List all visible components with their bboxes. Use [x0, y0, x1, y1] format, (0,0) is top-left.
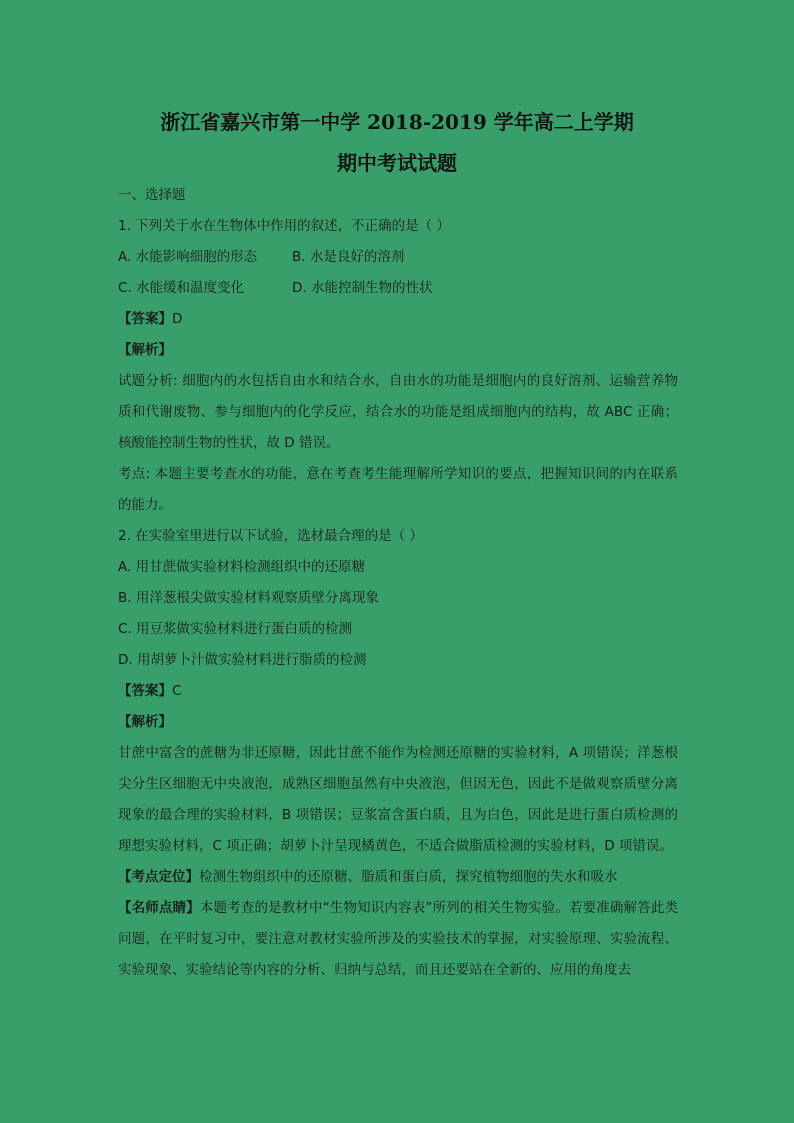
question-2-option-b: B. 用洋葱根尖做实验材料观察质壁分离现象: [118, 590, 379, 606]
question-2-option-a: A. 用甘蔗做实验材料检测组织中的还原糖: [118, 559, 366, 575]
question-1-answer: [118, 304, 678, 335]
answer-label: 【答案】: [118, 311, 172, 327]
question-2-option-d: D. 用胡萝卜汁做实验材料进行脂质的检测: [118, 652, 367, 668]
question-2-stem: 2. 在实验室里进行以下试验，选材最合理的是（ ）: [118, 528, 423, 544]
question-1-option-b: B. 水是良好的溶剂: [292, 249, 405, 265]
question-2-analysis-text: 甘蔗中富含的蔗糖为非还原糖，因此甘蔗不能作为检测还原糖的实验材料，A 项错误；洋葱根尖分生区细胞无中央液泡，成熟区细胞虽然有中央液泡，但因无色，因此不是做观察质壁分离现象的最合理的实验材料，B 项错误；豆浆富含蛋白质，且为白色，因此是进行蛋白质检测的理想实验材料，C 项正确；胡萝卜汁呈现橘黄色，不适合做脂质检测的实验材料，D 项错误。: [118, 745, 678, 854]
question-1-kaodian-text: 考点: 本题主要考查水的功能，意在考查考生能理解所学知识的要点，把握知识间的内在联系的能力。: [118, 466, 678, 513]
answer-value: D: [172, 311, 183, 327]
question-1-analysis-label: 【解析】: [118, 342, 172, 358]
question-1-analysis-text: 试题分析: 细胞内的水包括自由水和结合水，自由水的功能是细胞内的良好溶剂、运输营养物质和代谢废物、参与细胞内的化学反应，结合水的功能是组成细胞内的结构，故 ABC 正确；核酸能控制生物的性状，故 D 错误。: [118, 373, 678, 451]
mingshi-text: 本题考查的是教材中“生物知识内容表”所列的相关生物实验。若要准确解答此类问题，在平时复习中，要注意对教材实验所涉及的实验技术的掌握，对实验原理、实验流程、实验现象、实验结论等内容的分析、归纳与总结，而且还要站在全新的、应用的角度去: [118, 900, 678, 978]
question-1-stem: 1. 下列关于水在生物体中作用的叙述，不正确的是（ ）: [118, 218, 450, 234]
question-1-option-c: C. 水能缓和温度变化: [118, 280, 245, 296]
question-2-answer: [118, 676, 678, 707]
document-body: [118, 180, 678, 986]
answer-value: C: [172, 683, 182, 699]
question-2-mingshi: [118, 893, 678, 986]
question-2-kaodian: [118, 862, 678, 893]
mingshi-label: 【名师点睛】: [118, 900, 200, 916]
section-heading: 一、选择题: [118, 187, 186, 203]
kaodian-text: 检测生物组织中的还原糖、脂质和蛋白质，探究植物细胞的失水和吸水: [199, 869, 618, 885]
document-title-line-1: 浙江省嘉兴市第一中学 2018-2019 学年高二上学期: [160, 110, 634, 134]
question-1-options-row-2: [118, 273, 678, 304]
question-2-option-c: C. 用豆浆做实验材料进行蛋白质的检测: [118, 621, 353, 637]
question-2-analysis-label: 【解析】: [118, 714, 172, 730]
document-title-line-2: 期中考试试题: [337, 151, 457, 175]
answer-label: 【答案】: [118, 683, 172, 699]
question-1-option-a: A. 水能影响细胞的形态: [118, 249, 258, 265]
question-1-options-row-1: [118, 242, 678, 273]
question-1-option-d: D. 水能控制生物的性状: [292, 280, 433, 296]
kaodian-label: 【考点定位】: [118, 869, 199, 885]
